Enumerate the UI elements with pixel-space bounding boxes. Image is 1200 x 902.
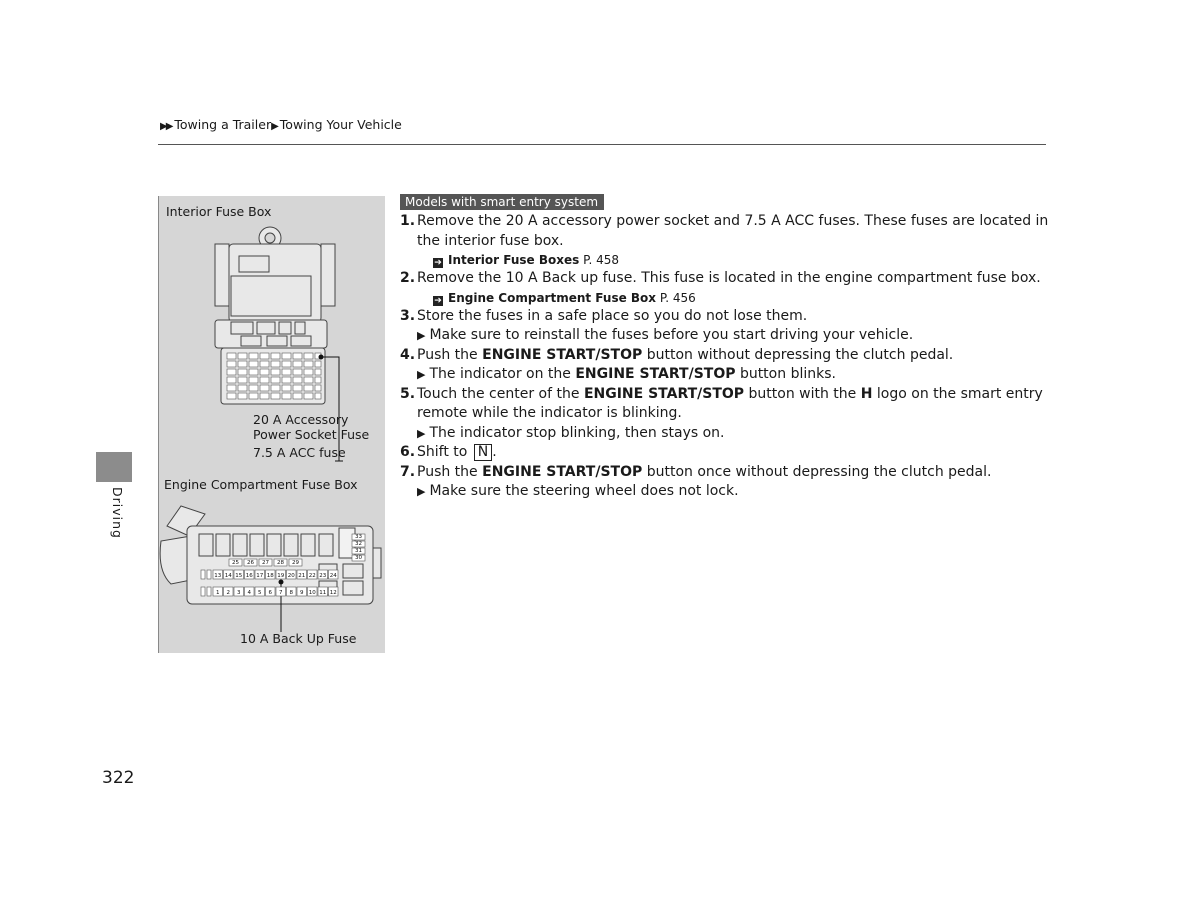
button-name: ENGINE START/STOP	[583, 385, 745, 402]
engine-fuse-slot	[352, 555, 365, 561]
section-tab-marker	[96, 452, 132, 482]
svg-text:10: 10	[308, 590, 316, 596]
procedure-steps	[400, 212, 1050, 502]
step-5	[400, 385, 1050, 424]
note-text: button blinks.	[739, 366, 836, 382]
svg-text:17: 17	[256, 573, 264, 579]
step-3	[400, 307, 1050, 327]
svg-text:5: 5	[258, 590, 262, 596]
engine-fuse-slot-blank	[201, 570, 205, 579]
interior-callout-text-3: 7.5 A ACC fuse	[253, 445, 346, 460]
engine-fuse-slot-blank	[201, 587, 205, 596]
svg-text:30: 30	[355, 555, 362, 561]
breadcrumb-item-towing-trailer[interactable]: Towing a Trailer	[174, 117, 272, 132]
engine-fuse-slot	[276, 587, 286, 596]
engine-fuse-slot	[266, 570, 276, 579]
svg-text:8: 8	[289, 590, 293, 596]
step-6	[400, 443, 1050, 463]
engine-fuse-slot	[318, 570, 328, 579]
engine-fuse-slot	[234, 587, 244, 596]
step-5-note	[400, 424, 1050, 444]
step-number: 1.	[400, 213, 416, 229]
engine-callout-text: 10 A Back Up Fuse	[240, 631, 357, 646]
step-number: 5.	[400, 385, 416, 402]
engine-fuse-slot	[234, 570, 244, 579]
triangle-bullet-icon: ▶	[417, 368, 426, 381]
reference-title[interactable]: Engine Compartment Fuse Box	[448, 290, 657, 305]
engine-fuse-slot	[276, 570, 286, 579]
interior-fuse-box-title: Interior Fuse Box	[166, 204, 272, 219]
interior-callout-text-1: 20 A Accessory	[253, 412, 349, 427]
step-text: button without depressing the clutch pedal.	[646, 346, 954, 363]
note-text: Make sure the steering wheel does not lock.	[429, 483, 739, 499]
engine-fuse-slot	[308, 587, 318, 596]
step-number: 6.	[400, 444, 416, 460]
step-2	[400, 269, 1050, 289]
reference-arrow-icon: ➔	[434, 295, 442, 306]
engine-fuse-slot	[224, 570, 234, 579]
step-3-note	[400, 326, 1050, 346]
button-name: ENGINE START/STOP	[482, 463, 643, 480]
svg-text:2: 2	[226, 590, 230, 596]
svg-text:25: 25	[232, 560, 239, 566]
svg-text:29: 29	[292, 560, 299, 566]
engine-fuse-slot	[259, 559, 272, 566]
step-7	[400, 463, 1050, 483]
step-number: 4.	[400, 346, 416, 363]
engine-fuse-slot	[297, 587, 307, 596]
engine-fuse-slot	[329, 587, 339, 596]
triangle-icon: ▶	[271, 121, 277, 132]
model-badge: Models with smart entry system	[400, 194, 604, 210]
engine-fuse-slot	[318, 587, 328, 596]
engine-fuse-slot	[287, 587, 297, 596]
svg-text:4: 4	[247, 590, 251, 596]
triangle-bullet-icon: ▶	[417, 485, 426, 498]
button-name: ENGINE START/STOP	[575, 366, 736, 382]
engine-fuse-slot	[224, 587, 234, 596]
engine-fuse-slot	[229, 559, 242, 566]
engine-fuse-slot-blank	[207, 587, 211, 596]
svg-text:31: 31	[355, 548, 362, 554]
engine-fuse-box-title: Engine Compartment Fuse Box	[164, 477, 358, 492]
engine-fuse-slot	[245, 570, 255, 579]
breadcrumb	[160, 117, 402, 132]
reference-page[interactable]: P. 456	[659, 290, 696, 305]
engine-fuse-slot	[213, 570, 223, 579]
step-number: 7.	[400, 463, 416, 480]
engine-fuse-slot	[244, 559, 257, 566]
cross-reference[interactable]	[400, 289, 1050, 307]
step-4	[400, 346, 1050, 366]
step-number: 3.	[400, 307, 416, 324]
svg-text:11: 11	[319, 590, 327, 596]
svg-text:21: 21	[298, 573, 306, 579]
step-text: Push the	[417, 346, 478, 363]
note-text: The indicator on the	[429, 366, 571, 382]
note-text: Make sure to reinstall the fuses before you start driving your vehicle.	[429, 327, 914, 343]
svg-text:13: 13	[214, 573, 222, 579]
engine-fuse-slot	[352, 541, 365, 547]
engine-fuse-slot	[213, 587, 223, 596]
step-text: Push the	[417, 463, 478, 480]
fuse-box-figure	[158, 196, 385, 653]
svg-text:33: 33	[355, 534, 362, 540]
engine-fuse-slot	[255, 587, 265, 596]
svg-text:12: 12	[329, 590, 337, 596]
step-text: Remove the 20 A accessory power socket and 7.5 A ACC fuses. These fuses are located in the interior fuse box.	[417, 213, 1049, 249]
svg-text:27: 27	[262, 560, 269, 566]
header-divider	[158, 144, 1046, 145]
svg-text:22: 22	[308, 573, 316, 579]
svg-text:9: 9	[300, 590, 304, 596]
svg-text:1: 1	[216, 590, 220, 596]
svg-text:14: 14	[224, 573, 232, 579]
svg-text:18: 18	[266, 573, 274, 579]
engine-fuse-slot	[289, 559, 302, 566]
step-1	[400, 212, 1050, 251]
engine-fuse-slot	[274, 559, 287, 566]
svg-text:19: 19	[277, 573, 285, 579]
svg-text:24: 24	[329, 573, 337, 579]
engine-fuse-slot	[266, 587, 276, 596]
step-text: Touch the center of the	[417, 385, 580, 402]
svg-text:7: 7	[279, 590, 283, 596]
svg-text:32: 32	[355, 541, 362, 547]
page-number: 322	[102, 768, 135, 788]
svg-text:6: 6	[268, 590, 272, 596]
svg-text:26: 26	[247, 560, 254, 566]
engine-fuse-slot	[308, 570, 318, 579]
svg-text:28: 28	[277, 560, 284, 566]
svg-text:15: 15	[235, 573, 243, 579]
breadcrumb-item-towing-vehicle[interactable]: Towing Your Vehicle	[279, 117, 402, 132]
note-text: The indicator stop blinking, then stays on.	[429, 424, 725, 441]
step-text: Shift to	[417, 444, 468, 460]
step-4-note	[400, 365, 1050, 385]
triangle-bullet-icon: ▶	[417, 426, 426, 440]
step-text: button with the	[748, 385, 857, 402]
gear-position-indicator: N	[474, 444, 492, 461]
button-name: ENGINE START/STOP	[482, 346, 643, 363]
step-text: .	[492, 444, 497, 460]
interior-callout-text-2: Power Socket Fuse	[253, 427, 370, 442]
engine-fuse-slot	[352, 548, 365, 554]
engine-fuse-slot	[329, 570, 339, 579]
triangle-bullet-icon: ▶	[417, 329, 426, 342]
engine-fuse-slot	[287, 570, 297, 579]
step-text: Remove the 10 A Back up fuse. This fuse is located in the engine compartment fuse box.	[417, 270, 1041, 286]
engine-fuse-slot	[352, 534, 365, 540]
engine-fuse-slot	[297, 570, 307, 579]
step-7-note	[400, 482, 1050, 502]
svg-text:16: 16	[245, 573, 253, 579]
step-number: 2.	[400, 270, 416, 286]
reference-title[interactable]: Interior Fuse Boxes	[448, 253, 580, 267]
reference-arrow-icon: ➔	[434, 258, 442, 268]
step-text: logo on the smart entry remote while the indicator is blinking.	[417, 385, 1043, 421]
step-text: Store the fuses in a safe place so you do not lose them.	[417, 307, 808, 324]
reference-page[interactable]: P. 458	[583, 253, 620, 267]
double-triangle-icon: ▶▶	[160, 121, 172, 132]
svg-text:23: 23	[319, 573, 327, 579]
step-text: button once without depressing the clutch pedal.	[646, 463, 992, 480]
cross-reference[interactable]	[400, 251, 1050, 269]
engine-fuse-slot	[245, 587, 255, 596]
engine-fuse-slot	[255, 570, 265, 579]
svg-text:3: 3	[237, 590, 241, 596]
engine-fuse-slot-blank	[207, 570, 211, 579]
section-tab-label: Driving	[110, 487, 125, 539]
svg-text:20: 20	[287, 573, 295, 579]
logo-letter: H	[860, 385, 873, 402]
